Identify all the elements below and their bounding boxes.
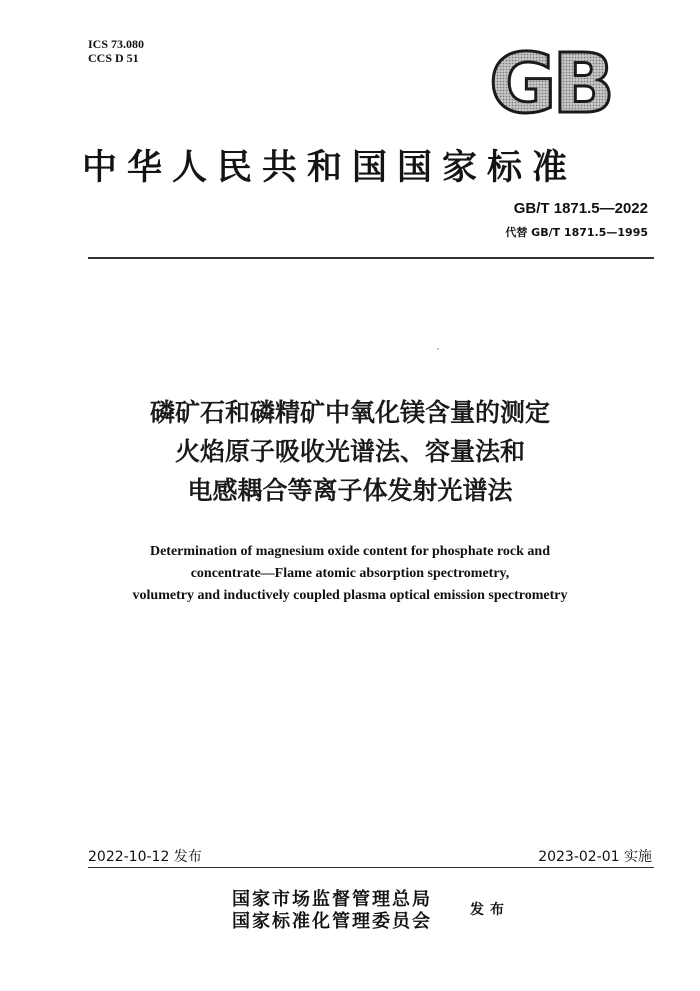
gb-logo-text: GB: [489, 44, 611, 122]
issuer-sac: 国家标准化管理委员会: [232, 911, 432, 932]
classification-codes: [88, 37, 144, 65]
top-divider: [88, 257, 654, 259]
chinese-title-line-2: 火焰原子吸收光谱法、容量法和: [174, 437, 525, 466]
implementation-date: 2023-02-01 实施: [538, 849, 652, 865]
chinese-title: [60, 393, 640, 510]
issue-verb: 发布: [470, 902, 510, 918]
gb-logo: [478, 44, 622, 122]
ics-code: ICS 73.080: [88, 37, 145, 51]
standard-number: GB/T 1871.5—2022: [513, 200, 648, 217]
issuer-samr: 国家市场监督管理总局: [232, 889, 432, 910]
chinese-title-line-3: 电感耦合等离子体发射光谱法: [187, 476, 513, 505]
issuing-authorities: [232, 889, 432, 933]
publish-date: 2022-10-12 发布: [88, 849, 202, 865]
english-title-line-3: volumetry and inductively coupled plasma optical emission spectrometry: [132, 588, 568, 603]
english-title-line-2: concentrate—Flame atomic absorption spectrometry,: [190, 566, 510, 581]
english-title-line-1: Determination of magnesium oxide content for phosphate rock and: [149, 544, 551, 559]
chinese-title-line-1: 磷矿石和磷精矿中氧化镁含量的测定: [149, 398, 550, 427]
ccs-code: CCS D 51: [88, 51, 139, 65]
bottom-divider: [88, 867, 654, 868]
scan-speck: [437, 348, 439, 350]
national-standard-title: 中华人民共和国国家标准: [82, 147, 578, 188]
replaces-standard: 代替 GB/T 1871.5—1995: [505, 226, 648, 239]
english-title: [80, 541, 620, 607]
